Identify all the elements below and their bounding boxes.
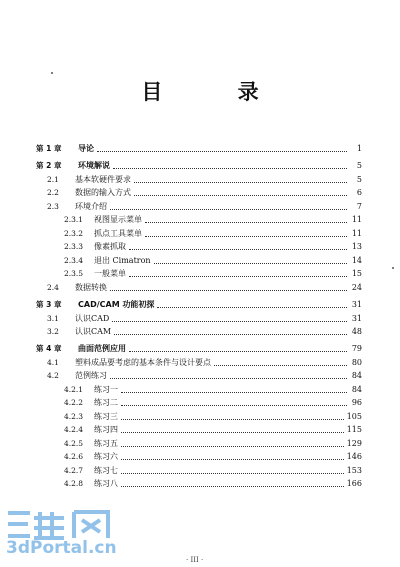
toc-entry-title: 范例练习 [75,371,107,381]
toc-entry-page: 1 [356,144,362,153]
toc-entry [64,383,362,395]
toc-entry-page: 105 [346,411,362,421]
toc-entry-page: 31 [351,299,362,309]
toc-entry [64,464,362,476]
toc-entry [64,213,362,225]
toc-entry-title: 环境介绍 [75,201,107,211]
toc-entry-page: 166 [346,479,362,489]
toc-entry-number: 4.2.5 [64,438,84,448]
scan-speck [392,267,394,269]
toc-entry-page: 5 [356,161,362,171]
toc-leader-dots [112,321,347,322]
toc-entry-page: 31 [351,313,362,323]
toc-entry-number: 2.3 [47,201,59,211]
toc-leader-dots [134,195,347,196]
toc-entry-title: 像素抓取 [94,242,126,252]
toc-entry-number: 3.2 [47,327,59,337]
toc-entry-number: 4.2.2 [64,398,84,408]
toc-entry [47,369,362,381]
toc-leader-dots [121,459,344,460]
toc-entry-page: 79 [351,344,362,354]
toc-entry-number: 4.2.8 [64,479,84,489]
toc-entry-title: 视图显示菜单 [94,215,142,225]
toc-entry-page: 11 [351,215,362,225]
toc-entry [64,477,362,489]
toc-entry-title: 基本软硬件要求 [75,174,131,184]
toc-leader-dots [121,446,344,447]
toc-entry-page: 80 [351,357,362,367]
toc-entry-title: 退出 Cimatron [94,255,151,265]
toc-entry-title: 认识CAM [75,327,112,337]
toc-entry [36,298,362,310]
toc-entry-title: 练习三 [94,411,118,421]
toc-leader-dots [129,276,347,277]
toc-entry [64,240,362,252]
toc-entry-number: 2.4 [47,282,59,292]
toc-entry-number: 2.3.5 [64,269,84,279]
toc-entry-number: 第 2 章 [36,161,62,171]
toc-entry [64,396,362,408]
toc-entry-number: 第 3 章 [36,299,62,309]
toc-entry [64,437,362,449]
toc-leader-dots [110,290,347,291]
toc-entry [36,159,362,171]
toc-entry-number: 3.1 [47,313,59,323]
toc-entry [36,142,362,154]
toc-entry-title: 练习五 [94,438,118,448]
toc-leader-dots [154,263,347,264]
toc-entry-number: 4.2.7 [64,465,84,475]
toc-entry [64,254,362,266]
toc-leader-dots [134,182,347,183]
watermark-text: 3dPortal.cn [6,538,117,558]
toc-entry-page: 48 [351,327,362,337]
toc-entry-title: 塑料成品要考虑的基本条件与设计要点 [75,357,211,367]
toc-entry-number: 2.3.4 [64,255,84,265]
page-title: 目 录 [141,79,293,104]
toc-leader-dots [121,432,344,433]
toc-entry-page: 153 [346,465,362,475]
toc-entry-page: 5 [356,174,362,184]
toc-entry-number: 4.2 [47,371,59,381]
toc-entry-page: 115 [346,425,362,435]
toc-entry-title: 练习六 [94,452,118,462]
toc-entry [64,450,362,462]
toc-entry-page: 11 [351,228,362,238]
toc-entry-page: 6 [356,188,362,198]
toc-entry-title: 练习八 [94,479,118,489]
toc-entry-page: 129 [346,438,362,448]
toc-leader-dots [157,307,347,308]
watermark [4,508,117,564]
toc-entry-number: 第 1 章 [36,144,62,153]
toc-leader-dots [145,222,347,223]
toc-leader-dots [110,209,347,210]
toc-entry-page: 14 [351,255,362,265]
toc-entry-page: 24 [351,282,362,292]
toc-leader-dots [121,405,347,406]
toc-leader-dots [121,419,344,420]
toc-entry-page: 15 [351,269,362,279]
toc-leader-dots [114,334,347,335]
toc-entry-page: 84 [351,384,362,394]
toc-entry [47,186,362,198]
toc-entry [47,356,362,368]
toc-entry [47,281,362,293]
toc-entry-title: 曲面范例应用 [78,344,126,354]
toc-entry-number: 2.3.2 [64,228,84,238]
toc-leader-dots [113,168,347,169]
toc-entry-number: 4.2.4 [64,425,84,435]
toc-entry [47,325,362,337]
scan-speck [51,72,53,74]
toc-entry-number: 4.1 [47,357,59,367]
toc-entry-title: 数据的输入方式 [75,188,131,198]
toc-entry-page: 7 [356,201,362,211]
toc-leader-dots [97,151,347,152]
toc-entry-title: 抓点工具菜单 [94,228,142,238]
toc-entry-title: 导论 [78,144,94,153]
toc-entry-number: 4.2.6 [64,452,84,462]
toc-leader-dots [121,486,344,487]
toc-entry-title: 认识CAD [75,313,110,323]
toc-entry-number: 4.2.3 [64,411,84,421]
toc-entry-number: 2.2 [47,188,59,198]
toc-entry-title: CAD/CAM 功能初探 [78,299,155,309]
toc-entry-title: 练习四 [94,425,118,435]
toc-entry [64,227,362,239]
toc-entry-title: 一般菜单 [94,269,126,279]
toc-leader-dots [129,351,347,352]
toc-leader-dots [110,378,347,379]
toc-leader-dots [145,236,347,237]
toc-entry-title: 环境解说 [78,161,110,171]
toc-entry-title: 练习七 [94,465,118,475]
toc-entry [47,200,362,212]
toc-entry-number: 4.2.1 [64,384,84,394]
toc-entry [64,423,362,435]
toc-entry [47,312,362,324]
toc-entry [36,342,362,354]
toc-entry-title: 数据转换 [75,282,107,292]
toc-entry [64,267,362,279]
toc-leader-dots [121,473,344,474]
toc-entry-number: 2.1 [47,174,59,184]
toc-leader-dots [214,365,347,366]
toc-entry-title: 练习一 [94,384,118,394]
toc-entry-page: 84 [351,371,362,381]
watermark-logo-icon [4,508,114,542]
toc-entry-title: 练习二 [94,398,118,408]
page-number-footer: · III · [186,556,204,564]
toc-entry-page: 13 [351,242,362,252]
toc-entry-number: 第 4 章 [36,344,62,354]
toc-entry-page: 96 [351,398,362,408]
toc-entry [64,410,362,422]
toc-entry-page: 146 [346,452,362,462]
toc-entry-number: 2.3.3 [64,242,84,252]
toc-leader-dots [129,249,347,250]
toc-entry [47,173,362,185]
toc-leader-dots [121,392,347,393]
toc-entry-number: 2.3.1 [64,215,84,225]
